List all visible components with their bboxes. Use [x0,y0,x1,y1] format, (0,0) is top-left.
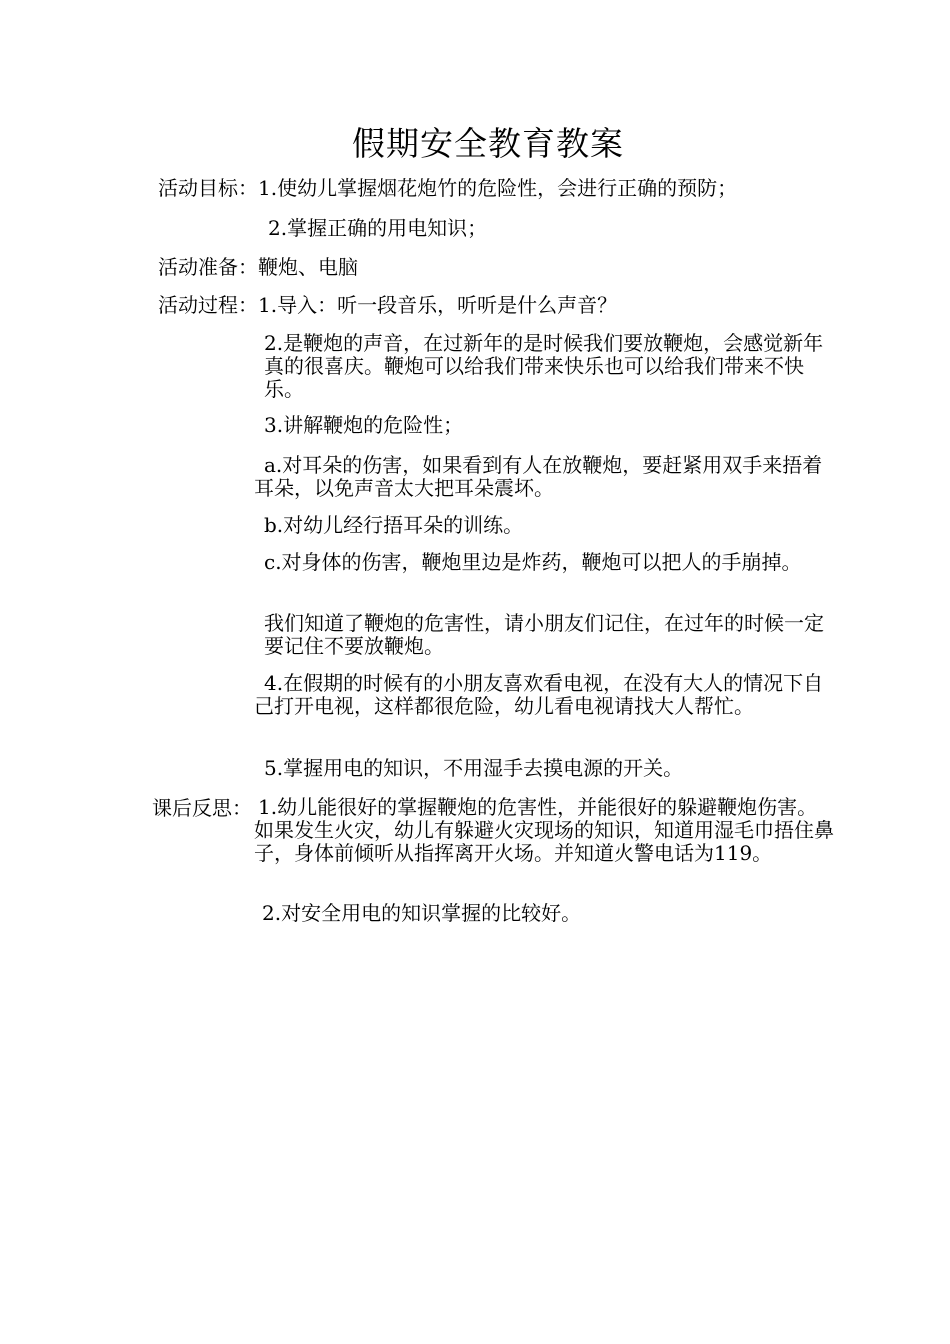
goals-label: 活动目标： [158,176,258,200]
process-step-4: 4.在假期的时候有的小朋友喜欢看电视，在没有大人的情况下自己打开电视，这样都很危险，幼儿看电视请找大人帮忙。 [254,671,824,718]
document-title: 假期安全教育教案 [352,124,624,163]
process-step-3b: b.对幼儿经行捂耳朵的训练。 [264,513,524,537]
reflection-item-1: 1.幼儿能很好的掌握鞭炮的危害性，并能很好的躲避鞭炮伤害。如果发生火灾，幼儿有躲避火灾现场的知识，知道用湿毛巾捂住鼻子，身体前倾听从指挥离开火场。并知道火警电话为119。 [254,795,834,865]
reflection-label: 课后反思： [152,796,252,820]
process-label: 活动过程： [158,293,258,317]
process-step-3a: a.对耳朵的伤害，如果看到有人在放鞭炮，要赶紧用双手来捂着耳朵，以免声音太大把耳朵震坏。 [254,453,823,500]
process-line-1 [158,293,617,317]
reflection-item-2: 2.对安全用电的知识掌握的比较好。 [262,901,582,925]
process-step-3: 3.讲解鞭炮的危险性； [264,413,464,437]
preparation-line [158,255,358,279]
goals-item-1: 1.使幼儿掌握烟花炮竹的危险性，会进行正确的预防； [258,176,738,200]
preparation-text: 鞭炮、电脑 [258,255,358,279]
goals-item-2: 2.掌握正确的用电知识； [268,216,488,240]
goals-line-1 [158,176,737,200]
preparation-label: 活动准备： [158,255,258,279]
process-step-3c: c.对身体的伤害，鞭炮里边是炸药，鞭炮可以把人的手崩掉。 [264,550,802,574]
process-step-2: 2.是鞭炮的声音，在过新年的是时候我们要放鞭炮，会感觉新年真的很喜庆。鞭炮可以给我们带来快乐也可以给我们带来不快乐。 [264,331,824,401]
process-summary: 我们知道了鞭炮的危害性，请小朋友们记住，在过年的时候一定要记住不要放鞭炮。 [264,611,824,658]
process-step-5: 5.掌握用电的知识，不用湿手去摸电源的开关。 [264,756,684,780]
process-step-1: 1.导入：听一段音乐，听听是什么声音？ [258,293,618,317]
